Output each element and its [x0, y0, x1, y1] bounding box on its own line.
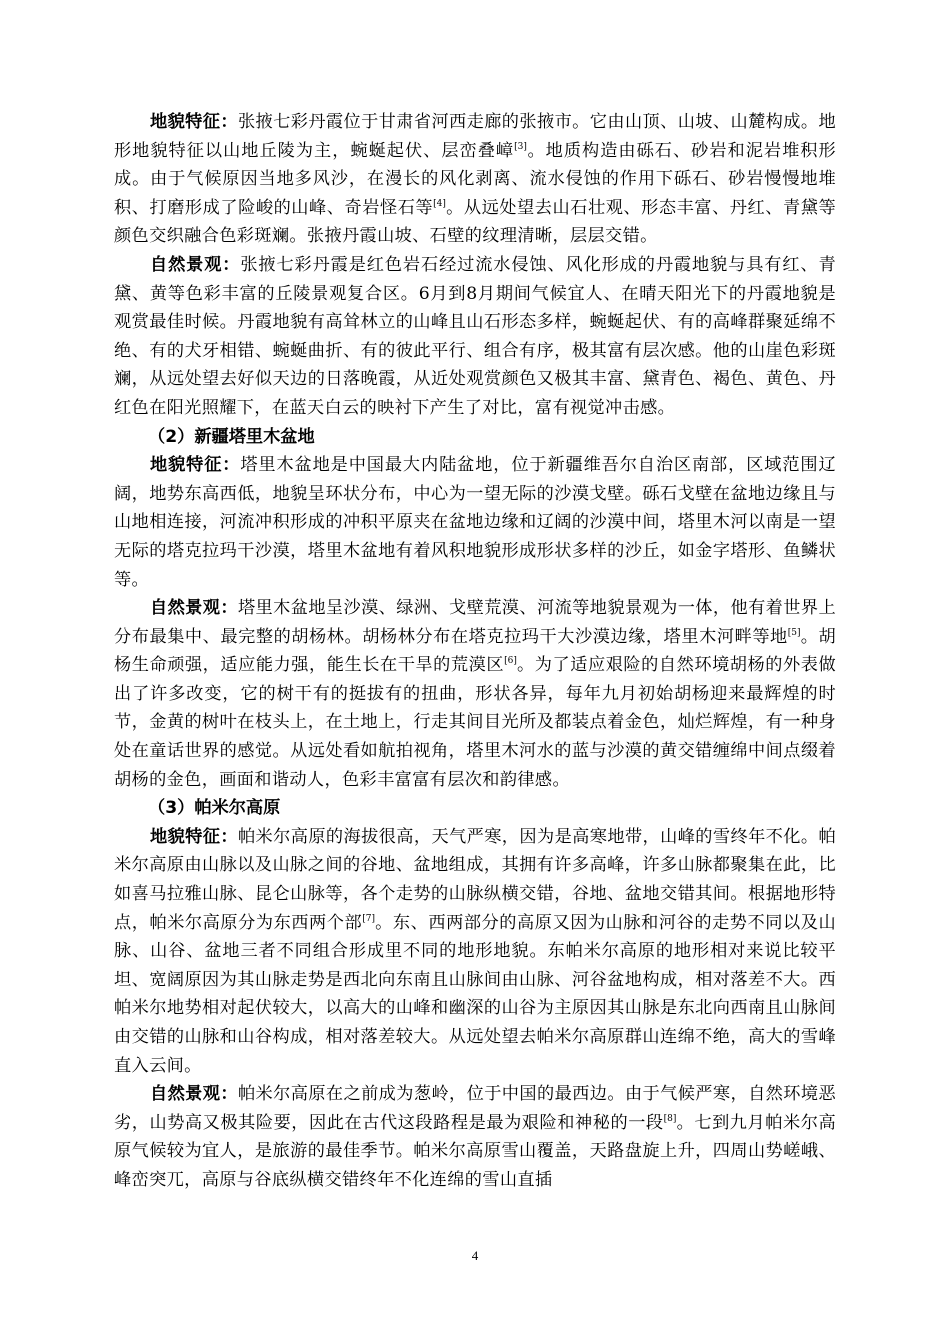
paragraph-label: 自然景观：: [150, 1084, 238, 1105]
paragraph-label: 地貌特征：: [150, 112, 238, 132]
citation-ref[interactable]: [4]: [433, 198, 446, 209]
paragraph-landform-zhangye: [114, 108, 836, 251]
paragraph-text: 塔里木盆地是中国最大内陆盆地，位于新疆维吾尔自治区南部，区域范围辽阔，地势东高西低，地貌呈环状分布，中心为一望无际的沙漠戈壁。砾石戈壁在盆地边缘且与山地相连接，河流冲积形成的冲积平原夹在盆地边缘和辽阔的沙漠中间，塔里木河以南是一望无际的塔克拉玛干沙漠，塔里木盆地有着风积地貌形成形状多样的沙丘，如金字塔形、鱼鳞状等。: [114, 455, 836, 590]
document-page: [114, 108, 836, 1195]
citation-ref[interactable]: [5]: [787, 627, 801, 638]
paragraph-text: 。从远处望去山石壮观、形态丰富、丹红、青黛等颜色交织融合色彩斑斓。张掖丹霞山坡、石壁的纹理清晰，层层交错。: [114, 197, 837, 247]
citation-ref[interactable]: [8]: [663, 1113, 677, 1124]
paragraph-label: 自然景观：: [150, 598, 238, 619]
paragraph-text: 。胡杨生命顽强，适应能力强，能生长在干旱的荒漠区: [114, 626, 836, 676]
section-heading-tarim: （2）新疆塔里木盆地: [148, 426, 315, 447]
paragraph-text: 。地质构造由砾石、砂岩和泥岩堆积形成。由于气候原因当地多风沙，在漫长的风化剥离、流水侵蚀的作用下砾石、砂岩慢慢地堆积、打磨形成了险峻的山峰、奇岩怪石等: [114, 140, 837, 218]
paragraph-landform-tarim: [114, 451, 836, 594]
paragraph-landform-pamir: [114, 823, 836, 1080]
paragraph-text: 帕米尔高原在之前成为葱岭，位于中国的最西边。由于气候严寒，自然环境恶劣，山势高又极其险要，因此在古代这段路程是最为艰险和神秘的一段: [114, 1084, 836, 1133]
paragraph-text: 张掖七彩丹霞位于甘肃省河西走廊的张掖市。它由山顶、山坡、山麓构成。地形地貌特征以山地丘陵为主，蜿蜒起伏、层峦叠嶂: [114, 112, 836, 161]
citation-ref[interactable]: [6]: [504, 656, 517, 667]
paragraph-label: 地貌特征：: [150, 455, 241, 476]
citation-ref[interactable]: [7]: [362, 913, 375, 924]
paragraph-text: 。为了适应艰险的自然环境胡杨的外表做出了许多改变，它的树干有的挺拔有的扭曲，形状各异，每年九月初始胡杨迎来最辉煌的时节，金黄的树叶在枝头上，在土地上，行走其间目光所及都装点着金色，灿烂辉煌，有一种身处在童话世界的感觉。从远处看如航拍视角，塔里木河水的蓝与沙漠的黄交错缠绵中间点缀着胡杨的金色，画面和谐动人，色彩丰富富有层次和韵律感。: [114, 655, 837, 790]
paragraph-text: 帕米尔高原的海拔很高，天气严寒，因为是高寒地带，山峰的雪终年不化。帕米尔高原由山脉以及山脉之间的谷地、盆地组成，其拥有许多高峰，许多山脉都聚集在此，比如喜马拉雅山脉、昆仑山脉等，各个走势的山脉纵横交错，谷地、盆地交错其间。根据地形特点，帕米尔高原分为东西两个部: [114, 826, 836, 933]
paragraph-text: 张掖七彩丹霞是红色岩石经过流水侵蚀、风化形成的丹霞地貌与具有红、青黛、黄等色彩丰富的丘陵景观复合区。6月到8月期间气候宜人、在晴天阳光下的丹霞地貌是观赏最佳时候。丹霞地貌有高耸林立的山峰且山石形态多样，蜿蜒起伏、有的高峰群聚延绵不绝、有的犬牙相错、蜿蜒曲折、有的彼此平行、组合有序，极其富有层次感。他的山崖色彩斑斓，从远处望去好似天边的日落晚霞，从近处观赏颜色又极其丰富、黛青色、褐色、黄色、丹红色在阳光照耀下，在蓝天白云的映衬下产生了对比，富有视觉冲击感。: [114, 254, 836, 418]
paragraph-scenery-tarim: [114, 594, 836, 794]
paragraph-text: 塔里木盆地呈沙漠、绿洲、戈壁荒漠、河流等地貌景观为一体，他有着世界上分布最集中、最完整的胡杨林。胡杨林分布在塔克拉玛干大沙漠边缘，塔里木河畔等地: [114, 598, 836, 647]
paragraph-text: 。东、西两部分的高原又因为山脉和河谷的走势不同以及山脉、山谷、盆地三者不同组合形成里不同的地形地貌。东帕米尔高原的地形相对来说比较平坦、宽阔原因为其山脉走势是西北向东南且山脉间由山脉、河谷盆地构成，相对落差不大。西帕米尔地势相对起伏较大，以高大的山峰和幽深的山谷为主原因其山脉是东北向西南且山脉间由交错的山脉和山谷构成，相对落差较大。从远处望去帕米尔高原群山连绵不绝，高大的雪峰直入云间。: [114, 912, 836, 1076]
paragraph-scenery-zhangye: [114, 251, 836, 423]
section-heading-pamir: （3）帕米尔高原: [148, 798, 281, 819]
citation-ref[interactable]: [3]: [514, 141, 527, 152]
paragraph-scenery-pamir: [114, 1080, 836, 1194]
page-number: 4: [471, 1248, 479, 1263]
paragraph-label: 地貌特征：: [150, 826, 238, 847]
paragraph-text: 。七到九月帕米尔高原气候较为宜人，是旅游的最佳季节。帕米尔高原雪山覆盖，天路盘旋上升，四周山势嵯峨、峰峦突兀，高原与谷底纵横交错终年不化连绵的雪山直插: [114, 1112, 837, 1190]
paragraph-label: 自然景观：: [150, 254, 241, 275]
